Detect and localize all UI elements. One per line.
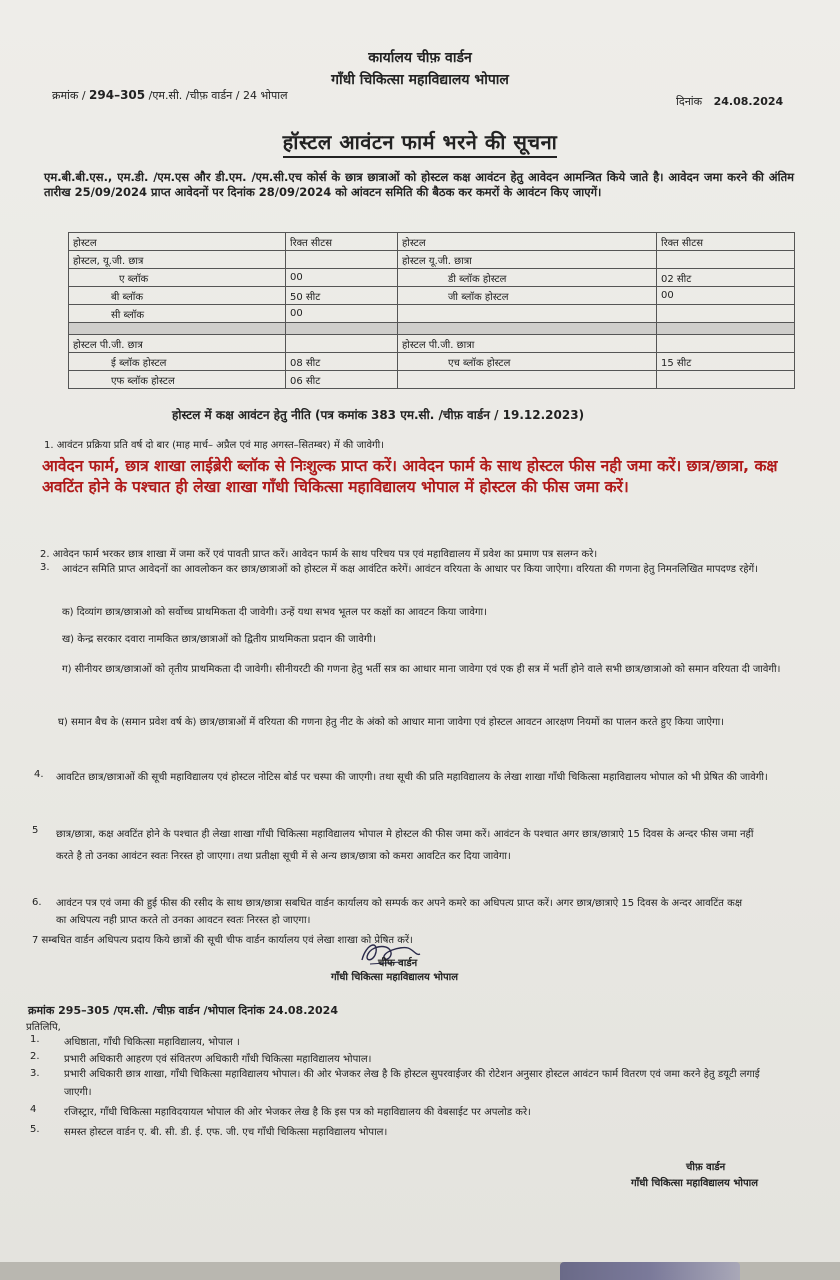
intro-paragraph: एम.बी.बी.एस., एम.डी. /एम.एस और डी.एम. /एम.सी.एच कोर्स के छात्र छात्राओं को होस्टल कक्ष आवंटन हेतु आवेदन आमन्त्रित किये जाते है। आवेदन जमा करने की अंतिम तारीख 25/09/2024 प्राप्त आवेदनों पर दिनांक 28/09/2024 को आंवटन समिति की बैठक कर कमरों के आवंटन किए जाएगें। [44, 170, 794, 199]
policy-item-3-number: 3. [40, 562, 50, 573]
table-row: होस्टल पी.जी. छात्र होस्टल पी.जी. छात्रा [69, 335, 795, 353]
policy-item-3-ka: क) दिव्यांग छात्र/छात्राओ को सर्वोच्च प्राथमिकता दी जावेगी। उन्हें यथा सभव भूतल पर कक्षों का आवटन किया जावेगा। [62, 607, 487, 618]
policy-item-1: 1. आवंटन प्रक्रिया प्रति वर्ष दो बार (माह मार्च– अप्रैल एवं माह अगस्त–सितम्बर) में की जावेगी। [44, 440, 385, 451]
policy-item-7: 7 सम्बधित वार्डन अधिपत्य प्रदाय किये छात्रों की सूची चीफ वार्डन कार्यालय एवं लेखा शाखा को प्रेषित करें। [32, 935, 413, 946]
signature-2-title: चीफ़ वार्डन [686, 1162, 726, 1173]
table-row: एफ ब्लॉक होस्टल 06 सीट [69, 371, 795, 389]
table-row: ए ब्लॉक 00 डी ब्लॉक होस्टल 02 सीट [69, 269, 795, 287]
policy-item-3: आवंटन समिति प्राप्त आवेदनों का आवलोकन कर छात्र/छात्राओं को होस्टल में कक्ष आवंटित करेगें। आवंटन वरियता के आधार पर किया जाऐगा। वरियता की गणना हेतु निमनलिखित मापदण्ड रहेगें। [62, 564, 758, 575]
copy-item-3: प्रभारी अधिकारी छात्र शाखा, गाँधी चिकित्सा महाविद्यालय भोपाल। की ओर भेजकर लेख है कि होस्टल सुपरवाईजर की रोटेशन अनुसार होस्टल आवंटन फार्म वितरण एवं जमा करने हेतु डयूटी लगाई जाएगी। [64, 1069, 760, 1098]
policy-title: होस्टल में कक्ष आवंटन हेतु नीति (पत्र कमांक 383 एम.सी. /चीफ़ वार्डन / 19.12.2023) [172, 408, 585, 422]
policy-item-3-gha: घ) समान बैच के (समान प्रवेश वर्ष के) छात्र/छात्राओं में वरियता की गणना हेतु नीट के अंको को आधार माना जावेगा एवं होस्टल आवटन आरक्षण नियमों का पालन करते हुए किया जाऐगा। [58, 717, 725, 728]
bottom-object [560, 1262, 740, 1280]
table-row: सी ब्लॉक 00 [69, 305, 795, 323]
table-row: बी ब्लॉक 50 सीट जी ब्लॉक होस्टल 00 [69, 287, 795, 305]
notice-title: हॉस्टल आवंटन फार्म भरने की सूचना [0, 128, 840, 155]
signature-2-institution: गाँधी चिकित्सा महाविद्यालय भोपाल [631, 1178, 758, 1189]
copy-label: प्रतिलिपि, [26, 1022, 61, 1033]
fee-notice-red: आवेदन फार्म, छात्र शाखा लाईब्रेरी ब्लॉक से निःशुल्क प्राप्त करें। आवेदन फार्म के साथ होस्टल फीस नही जमा करें। छात्र/छात्रा, कक्ष अवटिंत होने के पश्चात ही लेखा शाखा गाँधी चिकित्सा महाविद्यालय भोपाल में होस्टल की फीस जमा करें। [42, 457, 778, 496]
copy-item-4-number: 4 [30, 1104, 37, 1115]
copy-item-3-number: 3. [30, 1068, 40, 1079]
policy-item-2: 2. आवेदन फार्म भरकर छात्र शाखा में जमा करें एवं पावती प्राप्त करें। आवेदन फार्म के साथ परिचय पत्र एवं महाविद्यालय में प्रवेश का प्रमाण पत्र सलग्न करे। [40, 549, 598, 560]
policy-item-4: आवटित छात्र/छात्राओं की सूची महाविद्यालय एवं होस्टल नोटिस बोर्ड पर चस्पा की जाएगी। तथा सूची की प्रति महाविद्यालय के लेखा शाखा गाँधी चिकित्सा महाविद्यालय भोपाल को भी प्रेषित की जावेगी। [56, 772, 768, 783]
office-line-2: गाँधी चिकित्सा महाविद्यालय भोपाल [331, 72, 509, 88]
copy-item-1-number: 1. [30, 1034, 40, 1045]
policy-item-5-number: 5 [32, 825, 39, 836]
reference-line: क्रमांक / 294–305 /एम.सी. /चीफ़ वार्डन / 24 भोपाल [52, 88, 288, 102]
table-header-row: होस्टल रिक्त सीटस होस्टल रिक्त सीटस [69, 233, 795, 251]
table-row: ई ब्लॉक होस्टल 08 सीट एच ब्लॉक होस्टल 15 सीट [69, 353, 795, 371]
table-row: होस्टल, यू.जी. छात्र होस्टल यू.जी. छात्रा [69, 251, 795, 269]
copy-item-1: अधिष्ठाता, गाँधी चिकित्सा महाविद्यालय, भोपाल । [64, 1037, 240, 1048]
policy-item-6-number: 6. [32, 897, 42, 908]
copy-item-2-number: 2. [30, 1051, 40, 1062]
table-gap-row [69, 323, 795, 335]
copy-item-2: प्रभारी अधिकारी आहरण एवं संवितरण अधिकारी गाँधी चिकित्सा महाविद्यालय भोपाल। [64, 1054, 372, 1065]
copy-item-5-number: 5. [30, 1124, 40, 1135]
bottom-surface-strip [0, 1262, 840, 1280]
vacancy-table [68, 232, 795, 389]
policy-item-4-number: 4. [34, 769, 44, 780]
signature-1-title: चीफ वार्डन [378, 958, 418, 969]
office-line-1: कार्यालय चीफ़ वार्डन [368, 50, 472, 66]
copy-reference-line: क्रमांक 295–305 /एम.सी. /चीफ़ वार्डन /भोपाल दिनांक 24.08.2024 [28, 1004, 338, 1017]
policy-item-6: आवंटन पत्र एवं जमा की हुई फीस की रसीद के साथ छात्र/छात्रा सबधित वार्डन कार्यालय को सम्पर्क कर अपने कमरे का अधिपत्य प्राप्त करें। अगर छात्र/छात्राऐ 15 दिवस के अन्दर आवटिंत कक्ष का अधिपत्य नही प्राप्त करते तो उनका आवटन स्वतः निरस्त हो जाएगा। [56, 898, 743, 926]
copy-item-5: समस्त होस्टल वार्डन ए. बी. सी. डी. ई. एफ. जी. एच गाँधी चिकित्सा महाविद्यालय भोपाल। [64, 1127, 388, 1138]
policy-item-5: छात्र/छात्रा, कक्ष अवटिंत होने के पश्चात ही लेखा शाखा गाँधी चिकित्सा महाविद्यालय भोपाल मे होस्टल की फीस जमा करें। आवंटन के पश्चात अगर छात्र/छात्राऐ 15 दिवस के अन्दर फीस जमा नहीं करते है तो उनका आवंटन स्वतः निरस्त हो जाएगा। तथा प्रतीक्षा सूची में से अन्य छात्र/छात्रा को कमरा आवटित कर दिया जावेगा। [56, 829, 754, 862]
signature-1-institution: गाँधी चिकित्सा महाविद्यालय भोपाल [331, 972, 458, 983]
policy-item-3-kha: ख) केन्द्र सरकार दवारा नामकित छात्र/छात्राओं को द्वितीय प्राथमिकता प्रदान की जावेगी। [62, 634, 376, 645]
copy-item-4: रजिस्ट्रार, गाँधी चिकित्सा महाविदयायल भोपाल की ओर भेजकर लेख है कि इस पत्र को महाविद्यालय की वेबसाईट पर अपलोड करे। [64, 1107, 531, 1118]
policy-item-3-ga: ग) सीनीयर छात्र/छात्राओं को तृतीय प्राथमिकता दी जावेगी। सीनीयरटी की गणना हेतु भर्ती सत्र का आधार माना जावेगा एवं एक ही सत्र में भर्ती होने वाले सभी छात्र/छात्राओ को समान वरियता दी जावेगी। [62, 664, 781, 675]
date-line: दिनांक 24.08.2024 [676, 95, 784, 108]
